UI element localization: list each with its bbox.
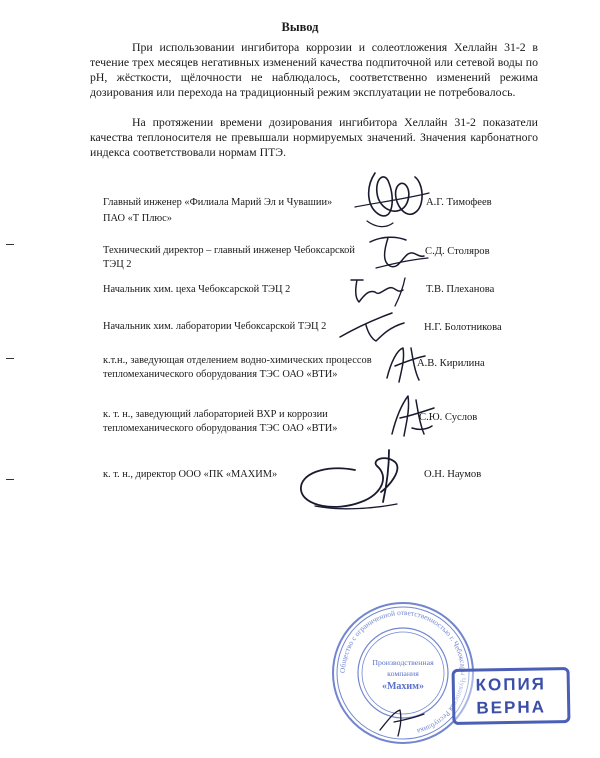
signatory-title: Начальник хим. лаборатории Чебоксарской ТЭЦ 2 — [103, 321, 327, 332]
signatory-name: С.Д. Столяров — [425, 246, 490, 257]
signature-1 — [345, 163, 435, 233]
seal-ring-text: Общество с ограниченной ответственностью г. Чебоксары Чувашская Республика — [337, 607, 469, 737]
scan-mark — [6, 479, 14, 480]
seal-signature — [372, 700, 432, 740]
signatory-title: к. т. н., заведующий лабораторией ВХР и коррозии тепломеханического оборудования ТЭС ОАО «ВТИ» — [103, 409, 338, 434]
signatory-name: Т.В. Плеханова — [426, 284, 495, 295]
seal-center-line-2: компания — [387, 669, 419, 678]
stamp-line-2: ВЕРНА — [476, 697, 547, 718]
seal-center-line-3: «Махим» — [381, 681, 425, 692]
conclusion-paragraph-1: При использовании ингибитора коррозии и солеотложения Хеллайн 31-2 в течение трех месяцев негативных изменений качества подпиточной или сетевой воды по pH, жёсткости, щёлочности не наблюдалось, соответственно изменений режима дозирования или перехода на традиционный режим эксплуатации не потребовалось. — [90, 40, 538, 99]
signatory-name: А.В. Кирилина — [417, 358, 485, 369]
signatory-name: С.Ю. Суслов — [419, 412, 478, 423]
signature-6 — [382, 390, 442, 442]
scan-mark — [6, 244, 14, 245]
signatory-name: А.Г. Тимофеев — [426, 197, 492, 208]
document-title: Вывод — [281, 20, 319, 34]
seal-center-line-1: Производственная — [372, 658, 434, 667]
signature-5 — [375, 342, 435, 387]
signatory-name: Н.Г. Болотникова — [424, 322, 502, 333]
signature-7 — [285, 440, 425, 520]
stamp-line-1: КОПИЯ — [475, 674, 547, 695]
signature-4 — [330, 307, 410, 347]
signature-3 — [345, 272, 420, 308]
signatory-title: Технический директор – главный инженер Чебоксарской ТЭЦ 2 — [103, 245, 355, 270]
signatory-title: Начальник хим. цеха Чебоксарской ТЭЦ 2 — [103, 284, 291, 295]
signatory-title: Главный инженер «Филиала Марий Эл и Чувашии» ПАО «Т Плюс» — [103, 197, 333, 224]
signatory-name: О.Н. Наумов — [424, 469, 482, 480]
conclusion-paragraph-2: На протяжении времени дозирования ингибитора Хеллайн 31-2 показатели качества теплоносителя не превышали нормируемых значений. Значения карбонатного индекса соответствовали нормам ПТЭ. — [90, 115, 538, 159]
signature-2 — [362, 228, 432, 278]
signatory-title: к. т. н., директор ООО «ПК «МАХИМ» — [103, 469, 278, 480]
copy-certified-stamp — [452, 667, 571, 725]
signatory-title: к.т.н., заведующая отделением водно-химических процессов тепломеханического оборудования ТЭС ОАО «ВТИ» — [103, 355, 372, 380]
scan-mark — [6, 358, 14, 359]
